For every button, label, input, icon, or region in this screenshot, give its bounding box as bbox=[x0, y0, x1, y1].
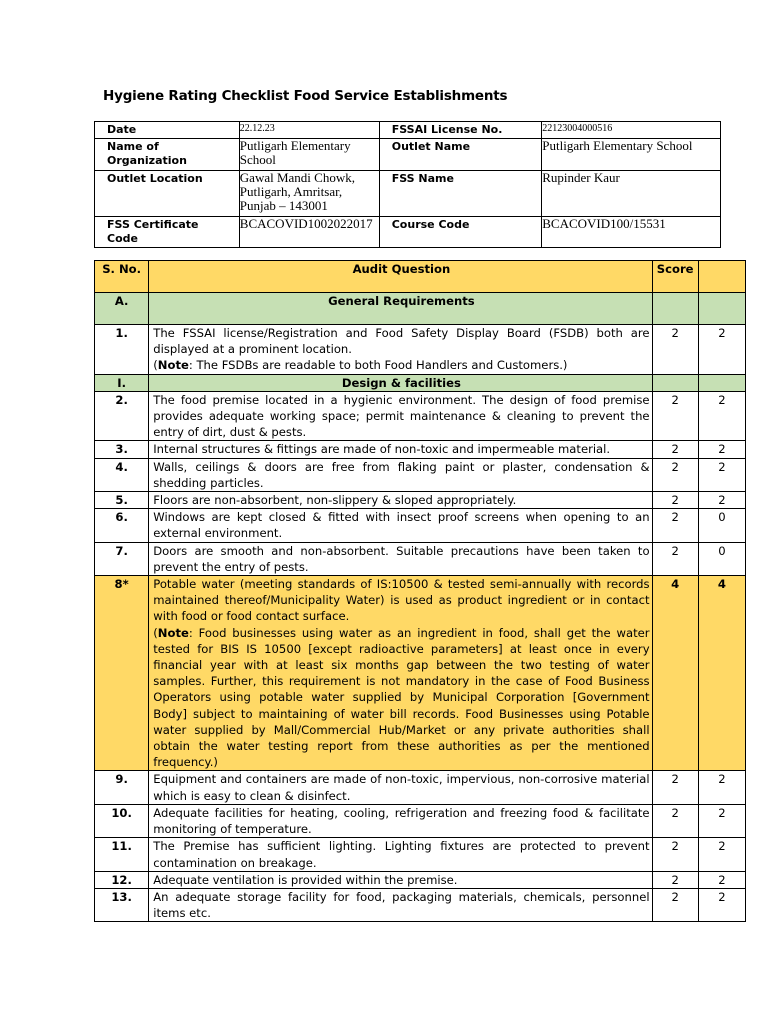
row-number: 11. bbox=[95, 838, 149, 871]
fss-certificate-label: FSS Certificate Code bbox=[95, 217, 240, 248]
section-i-score bbox=[652, 374, 698, 391]
outlet-location-value: Gawal Mandi Chowk, Putligarh, Amritsar, Punjab – 143001 bbox=[239, 171, 379, 217]
table-row bbox=[95, 542, 746, 575]
table-row bbox=[95, 492, 746, 509]
row-number: 1. bbox=[95, 325, 149, 375]
row-obtained-score: 2 bbox=[698, 325, 745, 375]
row-question: Walls, ceilings & doors are free from flaking paint or plaster, condensation & shedding particles. bbox=[149, 458, 652, 491]
fss-name-label: FSS Name bbox=[379, 171, 542, 217]
table-row bbox=[95, 509, 746, 542]
row-obtained-score: 2 bbox=[698, 492, 745, 509]
header-sno: S. No. bbox=[95, 261, 149, 293]
note-label: Note bbox=[157, 625, 189, 640]
section-a-number: A. bbox=[95, 293, 149, 325]
date-value: 22.12.23 bbox=[239, 122, 379, 139]
row-obtained-score: 2 bbox=[698, 391, 745, 441]
section-i-obtained bbox=[698, 374, 745, 391]
row-number: 5. bbox=[95, 492, 149, 509]
row-question: An adequate storage facility for food, packaging materials, chemicals, personnel items etc. bbox=[149, 888, 652, 921]
course-code-label: Course Code bbox=[379, 217, 542, 248]
row-max-score: 2 bbox=[652, 838, 698, 871]
table-row bbox=[95, 804, 746, 837]
outlet-name-value: Putligarh Elementary School bbox=[542, 139, 721, 171]
header-obtained bbox=[698, 261, 745, 293]
row-question: Potable water (meeting standards of IS:10500 & tested semi-annually with records maintained thereof/Municipality Water) is used as product ingredient or in contact with food or food contact surface. (Note: Food businesses using water as an ingredient in food, shall get the water tested for BIS IS 10500 [except radioactive parameters] at least once in every financial year with at least six months gap between the two testing of water samples. Further, this requirement is not mandatory in the case of Food Business Operators using potable water supplied by Municipal Corporation [Government Body] subject to maintaining of water bill records. Food Businesses using Potable water supplied by Mall/Commercial Hub/Market or any private authorities shall obtain the water testing report from these authorities as per the mentioned frequency.) bbox=[149, 576, 652, 771]
question-text: The FSSAI license/Registration and Food Safety Display Board (FSDB) both are displayed at a prominent location. bbox=[153, 326, 650, 357]
table-row bbox=[95, 771, 746, 804]
row-number: 13. bbox=[95, 888, 149, 921]
section-i-number: I. bbox=[95, 374, 149, 391]
establishment-info-table bbox=[94, 121, 721, 248]
row-max-score: 2 bbox=[652, 804, 698, 837]
row-obtained-score: 2 bbox=[698, 771, 745, 804]
table-row bbox=[95, 325, 746, 375]
row-max-score: 2 bbox=[652, 888, 698, 921]
row-question: Internal structures & fittings are made of non-toxic and impermeable material. bbox=[149, 441, 652, 458]
table-row bbox=[95, 871, 746, 888]
row-question: Doors are smooth and non-absorbent. Suitable precautions have been taken to prevent the entry of pests. bbox=[149, 542, 652, 575]
row-max-score: 2 bbox=[652, 458, 698, 491]
row-number: 9. bbox=[95, 771, 149, 804]
row-obtained-score: 0 bbox=[698, 542, 745, 575]
row-question: Adequate facilities for heating, cooling, refrigeration and freezing food & facilitate monitoring of temperature. bbox=[149, 804, 652, 837]
table-row bbox=[95, 838, 746, 871]
row-question: Windows are kept closed & fitted with insect proof screens when opening to an external environment. bbox=[149, 509, 652, 542]
header-question: Audit Question bbox=[149, 261, 652, 293]
row-max-score: 2 bbox=[652, 771, 698, 804]
row-max-score: 2 bbox=[652, 492, 698, 509]
row-max-score: 2 bbox=[652, 391, 698, 441]
row-obtained-score: 0 bbox=[698, 509, 745, 542]
section-a-title: General Requirements bbox=[149, 293, 652, 325]
section-a-score bbox=[652, 293, 698, 325]
row-obtained-score: 2 bbox=[698, 888, 745, 921]
row-max-score: 2 bbox=[652, 542, 698, 575]
note-text: : The FSDBs are readable to both Food Handlers and Customers.) bbox=[188, 358, 568, 373]
table-row bbox=[95, 888, 746, 921]
row-obtained-score: 4 bbox=[698, 576, 745, 771]
course-code-value: BCACOVID100/15531 bbox=[542, 217, 721, 248]
outlet-location-label: Outlet Location bbox=[95, 171, 240, 217]
row-max-score: 2 bbox=[652, 441, 698, 458]
table-row bbox=[95, 441, 746, 458]
row-question: Equipment and containers are made of non-toxic, impervious, non-corrosive material which is easy to clean & disinfect. bbox=[149, 771, 652, 804]
organization-value: Putligarh Elementary School bbox=[239, 139, 379, 171]
note-text: : Food businesses using water as an ingredient in food, shall get the water tested for BIS IS 10500 [except radioactive parameters] at least once in every financial year with at least six months gap between the two testing of water samples. Further, this requirement is not mandatory in the case of Food Business Operators using potable water supplied by Municipal Corporation [Government Body] subject to maintaining of water bill records. Food Businesses using Potable water supplied by Mall/Commercial Hub/Market or any private authorities shall obtain the water testing report from these authorities as per the mentioned frequency.) bbox=[153, 625, 650, 770]
row-question: Adequate ventilation is provided within the premise. bbox=[149, 871, 652, 888]
fss-certificate-value: BCACOVID1002022017 bbox=[239, 217, 379, 248]
row-question: The Premise has sufficient lighting. Lighting fixtures are protected to prevent contamination on breakage. bbox=[149, 838, 652, 871]
row-number: 12. bbox=[95, 871, 149, 888]
row-number: 3. bbox=[95, 441, 149, 458]
question-text: Potable water (meeting standards of IS:10500 & tested semi-annually with records maintained thereof/Municipality Water) is used as product ingredient or in contact with food or food contact surface. bbox=[153, 577, 650, 624]
section-i-title: Design & facilities bbox=[149, 374, 652, 391]
row-number: 6. bbox=[95, 509, 149, 542]
row-max-score: 4 bbox=[652, 576, 698, 771]
organization-label: Name of Organization bbox=[95, 139, 240, 171]
row-number: 2. bbox=[95, 391, 149, 441]
row-number: 8* bbox=[95, 576, 149, 771]
audit-checklist-table bbox=[94, 260, 746, 922]
row-obtained-score: 2 bbox=[698, 804, 745, 837]
row-question: The FSSAI license/Registration and Food Safety Display Board (FSDB) both are displayed at a prominent location. (Note: The FSDBs are readable to both Food Handlers and Customers.) bbox=[149, 325, 652, 375]
license-label: FSSAI License No. bbox=[379, 122, 542, 139]
row-question: The food premise located in a hygienic environment. The design of food premise provides adequate working space; permit maintenance & cleaning to prevent the entry of dirt, dust & pests. bbox=[149, 391, 652, 441]
row-question: Floors are non-absorbent, non-slippery & sloped appropriately. bbox=[149, 492, 652, 509]
outlet-name-label: Outlet Name bbox=[379, 139, 542, 171]
row-max-score: 2 bbox=[652, 325, 698, 375]
table-row bbox=[95, 576, 746, 771]
section-a-obtained bbox=[698, 293, 745, 325]
document-title: Hygiene Rating Checklist Food Service Establishments bbox=[103, 88, 508, 104]
header-score: Score bbox=[652, 261, 698, 293]
row-number: 7. bbox=[95, 542, 149, 575]
date-label: Date bbox=[95, 122, 240, 139]
row-obtained-score: 2 bbox=[698, 458, 745, 491]
license-value: 22123004000516 bbox=[542, 122, 721, 139]
row-obtained-score: 2 bbox=[698, 441, 745, 458]
row-obtained-score: 2 bbox=[698, 871, 745, 888]
note-label: Note bbox=[157, 358, 189, 373]
table-row bbox=[95, 458, 746, 491]
row-number: 4. bbox=[95, 458, 149, 491]
row-max-score: 2 bbox=[652, 509, 698, 542]
row-number: 10. bbox=[95, 804, 149, 837]
row-obtained-score: 2 bbox=[698, 838, 745, 871]
table-row bbox=[95, 391, 746, 441]
row-max-score: 2 bbox=[652, 871, 698, 888]
fss-name-value: Rupinder Kaur bbox=[542, 171, 721, 217]
